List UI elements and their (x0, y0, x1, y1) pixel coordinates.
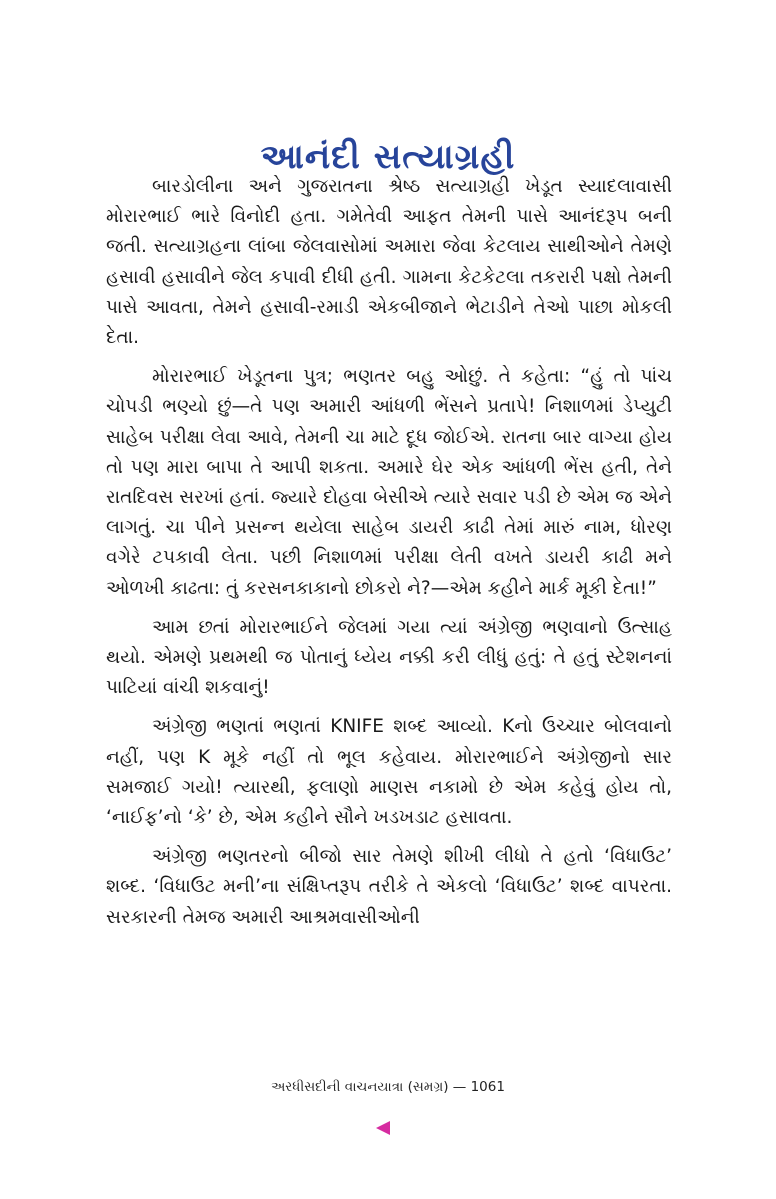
paragraph-3: આમ છતાં મોરારભાઈને જેલમાં ગયા ત્યાં અંગ્રેજી ભણવાનો ઉત્સાહ થયો. એમણે પ્રથમથી જ પોતાનું ધ્યેય નક્કી કરી લીધું હતું: તે હતું સ્ટેશનનાં પાટિયાં વાંચી શકવાનું! (106, 616, 672, 699)
paragraph-4: અંગ્રેજી ભણતાં ભણતાં KNIFE શબ્દ આવ્યો. Kનો ઉચ્ચાર બોલવાનો નહીં, પણ K મૂકે નહીં તો ભૂલ કહેવાય. મોરારભાઈને અંગ્રેજીનો સાર સમજાઈ ગયો! ત્યારથી, ફલાણો માણસ નકામો છે એમ કહેવું હોય તો, ‘નાઈફ’નો ‘કે’ છે, એમ કહીને સૌને ખડખડાટ હસાવતા. (106, 716, 672, 829)
page-title: આનંદી સત્યાગ્રહી (260, 136, 516, 177)
page-footer: અરધીસદીની વાચનયાત્રા (સમગ્ર) — 1061 (271, 1079, 505, 1095)
article-body (106, 172, 672, 942)
paragraph-1: બારડોલીના અને ગુજરાતના શ્રેષ્ઠ સત્યાગ્રહી ખેડૂત સ્યાદલાવાસી મોરારભાઈ ભારે વિનોદી હતા. ગમેતેવી આફત તેમની પાસે આનંદરૂપ બની જતી. સત્યાગ્રહના લાંબા જેલવાસોમાં અમારા જેવા કેટલાય સાથીઓને તેમણે હસાવી હસાવીને જેલ કપાવી દીધી હતી. ગામના કેટકેટલા તકરારી પક્ષો તેમની પાસે આવતા, તેમને હસાવી-રમાડી એકબીજાને ભેટાડીને તેઓ પાછા મોકલી દેતા. (106, 176, 672, 349)
paragraph-2: મોરારભાઈ ખેડૂતના પુત્ર; ભણતર બહુ ઓછું. તે કહેતા: “હું તો પાંચ ચોપડી ભણ્યો છું—તે પણ અમારી આંધળી ભેંસને પ્રતાપે! નિશાળમાં ડેપ્યુટી સાહેબ પરીક્ષા લેવા આવે, તેમની ચા માટે દૂધ જોઈએ. રાતના બાર વાગ્યા હોય તો પણ મારા બાપા તે આપી શકતા. અમારે ઘેર એક આંધળી ભેંસ હતી, તેને રાતદિવસ સરખાં હતાં. જ્યારે દોહવા બેસીએ ત્યારે સવાર પડી છે એમ જ એને લાગતું. ચા પીને પ્રસન્ન થયેલા સાહેબ ડાયરી કાઢી તેમાં મારું નામ, ધોરણ વગેરે ટપકાવી લેતા. પછી નિશાળમાં પરીક્ષા લેતી વખતે ડાયરી કાઢી મને ઓળખી કાઢતા: તું કરસનકાકાનો છોકરો ને?—એમ કહીને માર્ક મૂકી દેતા!” (106, 366, 672, 599)
paragraph-5: અંગ્રેજી ભણતરનો બીજો સાર તેમણે શીખી લીધો તે હતો ‘વિધાઉટ’ શબ્દ. ‘વિધાઉટ મની’ના સંક્ષિપ્તરૂપ તરીકે તે એકલો ‘વિધાઉટ’ શબ્દ વાપરતા. સરકારની તેમજ અમારી આશ્રમવાસીઓની (106, 846, 672, 928)
previous-page-arrow-icon[interactable] (376, 1121, 390, 1135)
